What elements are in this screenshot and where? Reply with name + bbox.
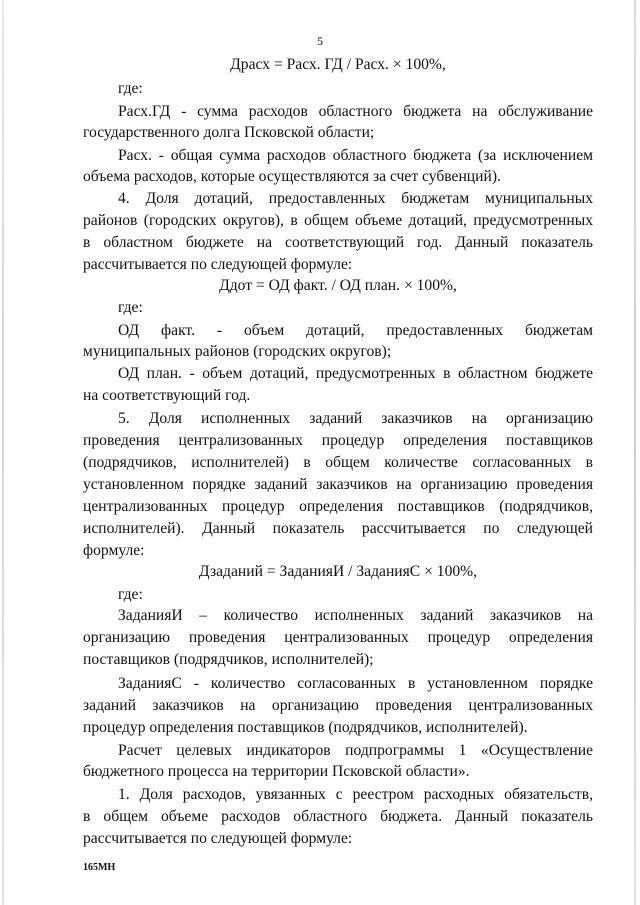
- where-label: где:: [118, 299, 143, 316]
- text-line: рассчитывается по следующей формуле:: [83, 830, 353, 847]
- text-line: формуле:: [83, 542, 145, 559]
- text-line: проведения централизованных процедур определения поставщиков: [83, 432, 593, 449]
- formula-dzadaniy: Дзаданий = ЗаданияИ / ЗаданияС × 100%,: [198, 563, 478, 580]
- text-line: ЗаданияИ – количество исполненных заданий заказчиков на: [118, 607, 593, 624]
- scan-edge-left: [2, 0, 4, 905]
- text-line: ОД план. - объем дотаций, предусмотренных в областном бюджете: [118, 365, 593, 382]
- text-line: Расх.ГД - сумма расходов областного бюджета на обслуживание: [118, 103, 593, 120]
- text-line: процедур определения поставщиков (подрядчиков, исполнителей).: [83, 719, 528, 736]
- formula-ddot: Ддот = ОД факт. / ОД план. × 100%,: [219, 277, 457, 294]
- text-line: рассчитывается по следующей формуле:: [83, 256, 353, 273]
- text-line: 5. Доля исполненных заданий заказчиков на организацию: [118, 410, 593, 427]
- text-line: на соответствующий год.: [83, 387, 251, 404]
- text-line: Расх. - общая сумма расходов областного бюджета (за исключением: [118, 147, 593, 164]
- text-line: государственного долга Псковской области;: [83, 124, 375, 141]
- where-label: где:: [118, 80, 143, 97]
- text-line: 4. Доля дотаций, предоставленных бюджетам муниципальных: [118, 190, 593, 207]
- text-line: организацию проведения централизованных процедур определения: [83, 629, 593, 646]
- text-line: исполнителей). Данный показатель рассчитывается по следующей: [83, 520, 593, 537]
- text-line: Расчет целевых индикаторов подпрограммы 1 «Осуществление: [118, 742, 593, 759]
- text-line: 1. Доля расходов, увязанных с реестром расходных обязательств,: [118, 786, 593, 803]
- page-number: 5: [317, 34, 323, 48]
- text-line: объема расходов, которые осуществляются за счет субвенций).: [83, 168, 501, 185]
- text-line: в областном бюджете на соответствующий год. Данный показатель: [83, 234, 593, 251]
- footer-document-code: 165МН: [83, 862, 116, 873]
- text-line: районов (городских округов), в общем объеме дотаций, предусмотренных: [83, 212, 593, 229]
- text-line: в общем объеме расходов областного бюджета. Данный показатель: [83, 808, 593, 825]
- text-line: поставщиков (подрядчиков, исполнителей);: [83, 651, 374, 668]
- text-line: (подрядчиков, исполнителей) в общем количестве согласованных в: [83, 454, 593, 471]
- formula-drasx: Драсх = Расх. ГД / Расх. × 100%,: [230, 56, 446, 73]
- text-line: бюджетного процесса на территории Псковской области».: [83, 763, 470, 780]
- text-line: ЗаданияС - количество согласованных в установленном порядке: [118, 675, 593, 692]
- text-line: заданий заказчиков на организацию проведения централизованных: [83, 697, 593, 714]
- where-label: где:: [118, 586, 143, 603]
- text-line: муниципальных районов (городских округов);: [83, 343, 392, 360]
- text-line: ОД факт. - объем дотаций, предоставленных бюджетам: [118, 322, 593, 339]
- text-line: централизованных процедур определения поставщиков (подрядчиков,: [83, 498, 593, 515]
- scan-edge-right: [634, 0, 636, 905]
- text-line: установленном порядке заданий заказчиков на организацию проведения: [83, 476, 593, 493]
